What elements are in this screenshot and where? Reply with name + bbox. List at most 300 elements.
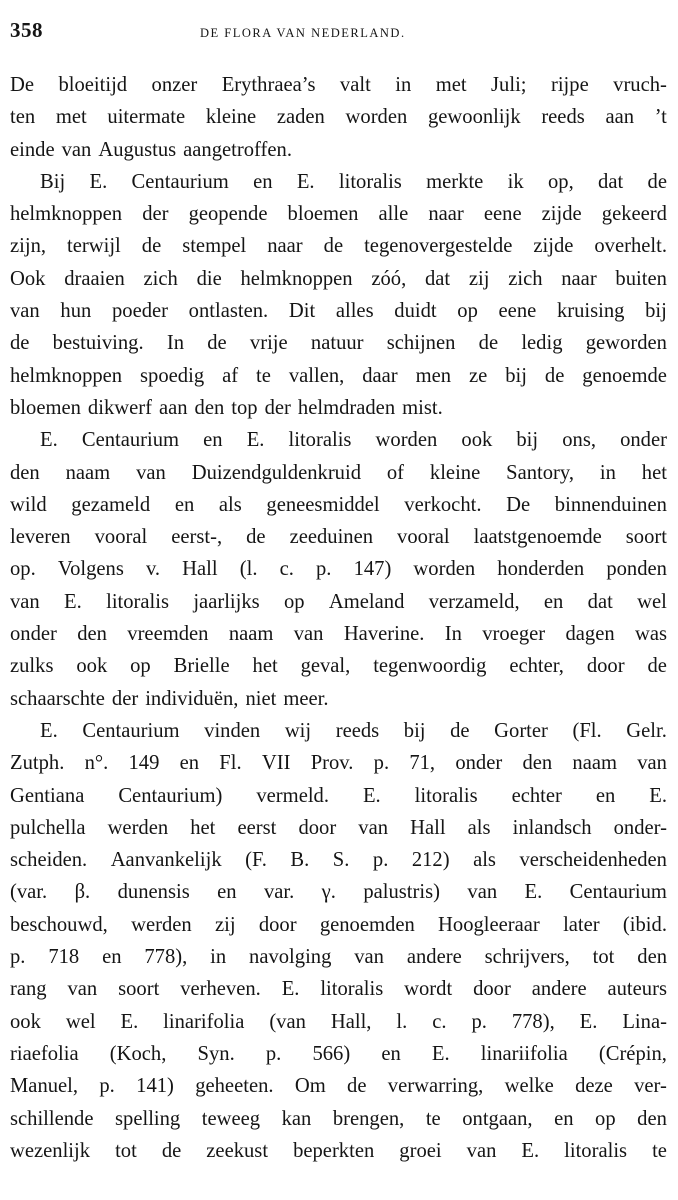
word: was: [634, 623, 667, 646]
word: de: [450, 719, 470, 742]
word: 718: [48, 946, 80, 969]
word: ik: [507, 170, 524, 193]
word: naam: [572, 752, 618, 775]
word: zijde: [533, 235, 574, 258]
word: 566): [312, 1042, 351, 1065]
word: S.: [332, 849, 350, 872]
word: binnenduinen: [554, 493, 667, 516]
word: brengen,: [332, 1107, 405, 1130]
word: Hall,: [330, 1010, 372, 1033]
word: wild: [10, 493, 47, 516]
word: helmknoppen: [10, 203, 123, 226]
word: in: [599, 461, 616, 484]
word: litoralis: [414, 784, 478, 807]
word: schillende: [10, 1107, 94, 1130]
word: de: [544, 364, 565, 387]
word: en: [595, 784, 616, 807]
word: door: [586, 655, 625, 678]
text-line: [10, 1006, 667, 1038]
word: worden: [375, 429, 438, 452]
word: Centaurium: [131, 170, 229, 193]
text-line: [10, 553, 667, 585]
word: eerst-,: [171, 526, 223, 549]
word: palustris): [363, 881, 440, 904]
word: van: [467, 881, 498, 904]
word: en: [179, 752, 200, 775]
word: en: [253, 170, 273, 193]
word: vruch-: [613, 74, 667, 96]
word: onder: [620, 429, 667, 452]
word: individuën,: [145, 687, 239, 710]
word: buiten: [615, 267, 667, 290]
word: en: [203, 429, 223, 452]
word: de: [647, 170, 667, 193]
word: met: [55, 106, 87, 129]
word: vreemden: [127, 623, 209, 646]
word: Om: [294, 1075, 326, 1098]
text-line: [10, 973, 667, 1005]
word: welke: [504, 1075, 554, 1098]
word: valt: [339, 74, 371, 96]
word: de: [161, 1139, 182, 1162]
word: var.: [263, 881, 295, 904]
word: l.: [396, 1010, 408, 1033]
word: E.: [362, 784, 381, 807]
word: zij: [468, 267, 490, 290]
word: honderden: [497, 558, 585, 581]
word: geworden: [585, 332, 667, 355]
word: 212): [411, 849, 450, 872]
word: zulks: [10, 655, 54, 678]
word: wezenlijk: [10, 1139, 91, 1162]
word: de: [323, 235, 344, 258]
word: kruising: [556, 300, 625, 323]
word: bloemen: [10, 396, 81, 419]
word: E.: [246, 429, 265, 452]
word: Hall: [182, 558, 218, 581]
word: ponden: [606, 558, 667, 581]
word: In: [166, 332, 185, 355]
word: meer.: [283, 687, 329, 710]
word: bloeitijd: [58, 74, 128, 96]
word: helmknoppen: [240, 267, 353, 290]
word: teweeg: [201, 1107, 261, 1130]
word: (ibid.: [622, 913, 667, 936]
word: met: [435, 74, 467, 96]
word: Juli;: [491, 74, 527, 96]
word: overhelt.: [594, 235, 667, 258]
word: op: [283, 590, 305, 613]
text-line: [10, 1103, 667, 1135]
word: der: [111, 687, 139, 710]
word: 149: [128, 752, 160, 775]
word: verzameld,: [428, 590, 520, 613]
word: van: [466, 1139, 497, 1162]
word: werden: [107, 816, 169, 839]
text-line: [10, 424, 667, 456]
word: bij: [505, 364, 527, 387]
word: E.: [521, 1139, 540, 1162]
word: E.: [40, 719, 58, 742]
word: Centaurium): [118, 784, 223, 807]
text-line: [10, 683, 667, 715]
word: verheven.: [180, 978, 261, 1001]
word: Zutph.: [10, 752, 65, 775]
word: zijn,: [10, 235, 47, 258]
word: 778),: [144, 946, 188, 969]
word: c.: [432, 1010, 447, 1033]
word: bij: [516, 429, 539, 452]
word: E.: [281, 978, 300, 1001]
word: op: [595, 1107, 616, 1130]
word: ze: [469, 364, 488, 387]
word: bij: [645, 300, 667, 323]
word: andere: [531, 978, 587, 1001]
word: van: [358, 816, 389, 839]
word: v.: [145, 558, 161, 581]
text-line: [10, 747, 667, 779]
word: in: [210, 946, 227, 969]
word: eerst: [237, 816, 277, 839]
word: later: [563, 913, 600, 936]
word: ver-: [634, 1075, 667, 1098]
word: als: [218, 493, 242, 516]
word: E.: [40, 429, 58, 452]
word: dat: [424, 267, 451, 290]
word: poeder: [111, 300, 168, 323]
word: β.: [74, 881, 91, 904]
word: vooral: [397, 526, 450, 549]
word: Ameland: [328, 590, 405, 613]
word: E.: [649, 784, 667, 807]
word: Hoogleeraar: [438, 913, 540, 936]
text-line: [10, 650, 667, 682]
text-line: [10, 521, 667, 553]
word: litoralis: [564, 1139, 628, 1162]
word: van: [67, 978, 98, 1001]
word: schijnen: [386, 332, 456, 355]
word: (l.: [239, 558, 258, 581]
word: Duizendguldenkruid: [191, 461, 361, 484]
word: daar: [362, 364, 398, 387]
word: het: [252, 655, 278, 678]
word: VII: [261, 752, 291, 775]
word: linariifolia: [480, 1042, 568, 1065]
word: andere: [406, 946, 462, 969]
word: de: [246, 526, 266, 549]
word: ’t: [654, 106, 667, 129]
word: Volgens: [57, 558, 124, 581]
word: E.: [524, 881, 543, 904]
word: als: [473, 849, 496, 872]
word: vinden: [204, 719, 261, 742]
word: gewoonlijk: [427, 106, 521, 129]
word: genoemden: [319, 913, 415, 936]
word: Centaurium: [569, 881, 667, 904]
word: stempel: [182, 235, 247, 258]
body-text: [10, 69, 667, 1167]
word: rijpe: [550, 74, 589, 96]
word: Dit: [288, 300, 316, 323]
word: naam: [228, 623, 274, 646]
word: de: [10, 332, 30, 355]
text-line: [10, 101, 667, 133]
text-line: [10, 909, 667, 941]
word: ledig: [521, 332, 563, 355]
word: hun: [60, 300, 92, 323]
word: merkte: [426, 170, 484, 193]
word: spelling: [115, 1107, 181, 1130]
word: mist.: [402, 396, 443, 419]
word: helmdraden: [297, 396, 396, 419]
word: of: [386, 461, 405, 484]
word: van: [293, 623, 324, 646]
word: den: [194, 396, 225, 419]
word: van: [61, 138, 92, 161]
word: B.: [290, 849, 310, 872]
word: Manuel,: [10, 1075, 79, 1098]
word: beperkten: [293, 1139, 375, 1162]
word: terwijl: [67, 235, 121, 258]
text-line: [10, 812, 667, 844]
word: tegenovergestelde: [364, 235, 513, 258]
word: (var.: [10, 881, 48, 904]
word: zeeduinen: [289, 526, 374, 549]
word: spoedig: [140, 364, 205, 387]
word: van: [637, 752, 667, 775]
word: schrijvers,: [484, 946, 570, 969]
word: p.: [99, 1075, 115, 1098]
word: reeds: [541, 106, 585, 129]
word: 141): [136, 1075, 174, 1098]
text-line: [10, 876, 667, 908]
word: schaarschte: [10, 687, 105, 710]
word: vermeld.: [256, 784, 329, 807]
word: ook: [10, 1010, 41, 1033]
word: te: [256, 364, 271, 387]
word: Bij: [40, 170, 66, 193]
word: top: [231, 396, 258, 419]
word: (van: [269, 1010, 306, 1033]
word: aangetroffen.: [183, 138, 292, 161]
word: naar: [428, 203, 464, 226]
word: echter,: [509, 655, 564, 678]
word: dat: [598, 170, 624, 193]
word: (Koch,: [109, 1042, 167, 1065]
text-line: [10, 392, 667, 424]
word: Haverine.: [343, 623, 425, 646]
word: verwarring,: [387, 1075, 484, 1098]
word: de: [207, 332, 227, 355]
word: het: [190, 816, 216, 839]
word: als: [467, 816, 491, 839]
word: kan: [281, 1107, 312, 1130]
word: wij: [284, 719, 312, 742]
word: tegenwoordig: [373, 655, 487, 678]
word: groei: [399, 1139, 442, 1162]
word: p.: [316, 558, 332, 581]
word: litoralis: [288, 429, 352, 452]
word: Syn.: [197, 1042, 235, 1065]
page-header: [10, 18, 670, 46]
word: niet: [245, 687, 277, 710]
word: pulchella: [10, 816, 86, 839]
word: Gelr.: [626, 719, 667, 742]
word: zich: [143, 267, 178, 290]
word: Prov.: [310, 752, 354, 775]
word: Centaurium: [81, 429, 180, 452]
word: worden: [345, 106, 408, 129]
word: vrije: [249, 332, 288, 355]
word: de: [647, 655, 667, 678]
word: E.: [120, 1010, 139, 1033]
word: (F.: [245, 849, 267, 872]
word: den: [522, 752, 553, 775]
text-line: [10, 327, 667, 359]
word: naar: [267, 235, 303, 258]
word: Gentiana: [10, 784, 85, 807]
word: soort: [118, 978, 160, 1001]
word: eene: [498, 300, 537, 323]
word: De: [506, 493, 531, 516]
word: alle: [378, 203, 409, 226]
word: tot: [592, 946, 615, 969]
word: onzer: [151, 74, 198, 96]
word: p.: [372, 849, 389, 872]
word: dat: [587, 590, 613, 613]
word: bloemen: [287, 203, 359, 226]
word: Augustus: [98, 138, 177, 161]
word: en: [543, 590, 564, 613]
word: zich: [508, 267, 543, 290]
word: genoemde: [582, 364, 667, 387]
word: p.: [471, 1010, 487, 1033]
word: Santory,: [506, 461, 574, 484]
word: dunensis: [117, 881, 190, 904]
word: op.: [10, 558, 36, 581]
running-title: DE FLORA VAN NEDERLAND.: [200, 26, 406, 40]
word: deze: [575, 1075, 613, 1098]
word: Brielle: [173, 655, 230, 678]
word: verkocht.: [404, 493, 482, 516]
word: (Fl.: [572, 719, 602, 742]
word: door: [473, 978, 511, 1001]
word: Ook: [10, 267, 46, 290]
word: zij: [214, 913, 236, 936]
word: vooral: [94, 526, 148, 549]
word: zeekust: [206, 1139, 269, 1162]
word: den: [637, 1107, 667, 1130]
word: den: [637, 946, 667, 969]
word: uitermate: [107, 106, 186, 129]
text-line: [10, 295, 667, 327]
text-line: [10, 844, 667, 876]
word: Aanvankelijk: [110, 849, 222, 872]
word: helmknoppen: [10, 364, 123, 387]
word: dikwerf: [87, 396, 152, 419]
text-line: [10, 618, 667, 650]
word: ook: [76, 655, 108, 678]
word: beschouwd,: [10, 913, 108, 936]
word: van: [136, 461, 166, 484]
word: zijde: [541, 203, 582, 226]
word: wordt: [404, 978, 453, 1001]
word: bij: [403, 719, 426, 742]
word: E.: [296, 170, 315, 193]
word: geval,: [300, 655, 351, 678]
text-line: [10, 134, 667, 166]
text-line: [10, 941, 667, 973]
word: E.: [579, 1010, 598, 1033]
word: door: [258, 913, 297, 936]
text-line: [10, 230, 667, 262]
text-line: [10, 1038, 667, 1070]
word: den: [77, 623, 107, 646]
text-line: [10, 489, 667, 521]
word: te: [425, 1107, 441, 1130]
word: eene: [483, 203, 522, 226]
word: alles: [335, 300, 374, 323]
word: Erythraea’s: [221, 74, 316, 96]
word: 71,: [409, 752, 436, 775]
word: aan: [158, 396, 188, 419]
word: E.: [64, 590, 82, 613]
word: ons,: [562, 429, 596, 452]
word: litoralis: [338, 170, 402, 193]
word: naam: [65, 461, 111, 484]
word: c.: [279, 558, 294, 581]
word: van: [354, 946, 384, 969]
word: gezameld: [71, 493, 151, 516]
text-line: [10, 457, 667, 489]
word: draaien: [64, 267, 125, 290]
word: ook: [461, 429, 493, 452]
word: p.: [373, 752, 390, 775]
word: Lina-: [622, 1010, 667, 1033]
word: der: [264, 396, 291, 419]
word: linarifolia: [163, 1010, 245, 1033]
word: scheiden.: [10, 849, 88, 872]
word: men: [415, 364, 452, 387]
word: (Crépin,: [598, 1042, 667, 1065]
word: laatstgenoemde: [473, 526, 602, 549]
word: echter: [511, 784, 562, 807]
word: verscheidenheden: [519, 849, 667, 872]
word: en: [102, 946, 122, 969]
word: n°.: [84, 752, 109, 775]
text-line: [10, 780, 667, 812]
word: geneesmiddel: [266, 493, 380, 516]
word: leveren: [10, 526, 71, 549]
word: te: [652, 1139, 667, 1162]
word: geopende: [188, 203, 268, 226]
word: onder: [10, 623, 57, 646]
word: inlandsch: [512, 816, 592, 839]
word: wel: [65, 1010, 96, 1033]
word: In: [444, 623, 462, 646]
word: wel: [637, 590, 667, 613]
text-line: [10, 166, 667, 198]
word: ontlasten.: [188, 300, 269, 323]
text-line: [10, 263, 667, 295]
word: op: [130, 655, 151, 678]
word: de: [347, 1075, 367, 1098]
word: van: [10, 300, 40, 323]
page-number: 358: [10, 18, 43, 42]
word: natuur: [310, 332, 364, 355]
word: dagen: [565, 623, 615, 646]
word: tot: [115, 1139, 137, 1162]
